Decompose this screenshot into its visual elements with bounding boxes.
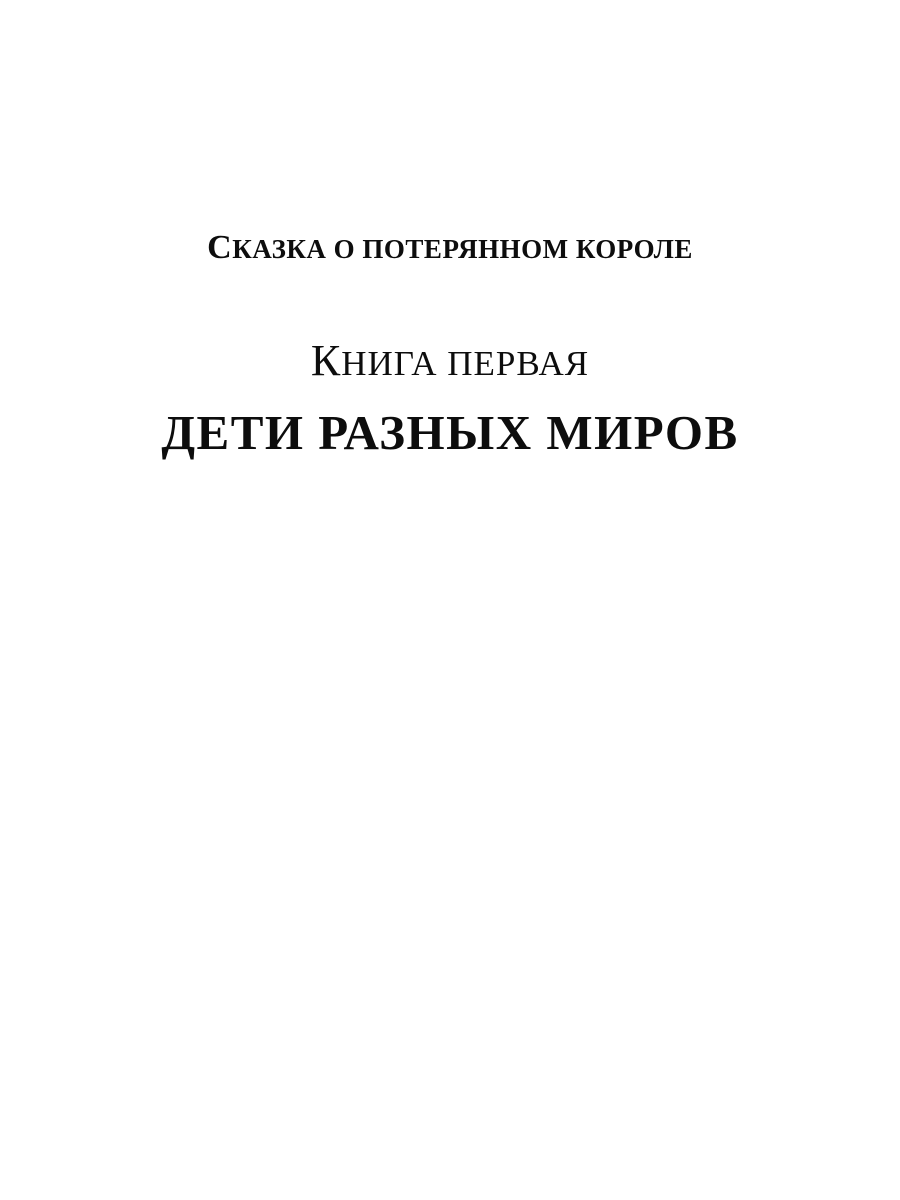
series-title [0,228,900,269]
book-title: ДЕТИ РАЗНЫХ МИРОВ [161,405,739,461]
series-title-rest: КАЗКА О ПОТЕРЯННОМ КОРОЛЕ [232,234,693,264]
series-title-initial: С [207,229,233,266]
book-number [0,269,900,385]
title-block [0,228,900,462]
book-number-initial: К [310,335,342,385]
book-number-rest: НИГА ПЕРВАЯ [341,343,590,383]
